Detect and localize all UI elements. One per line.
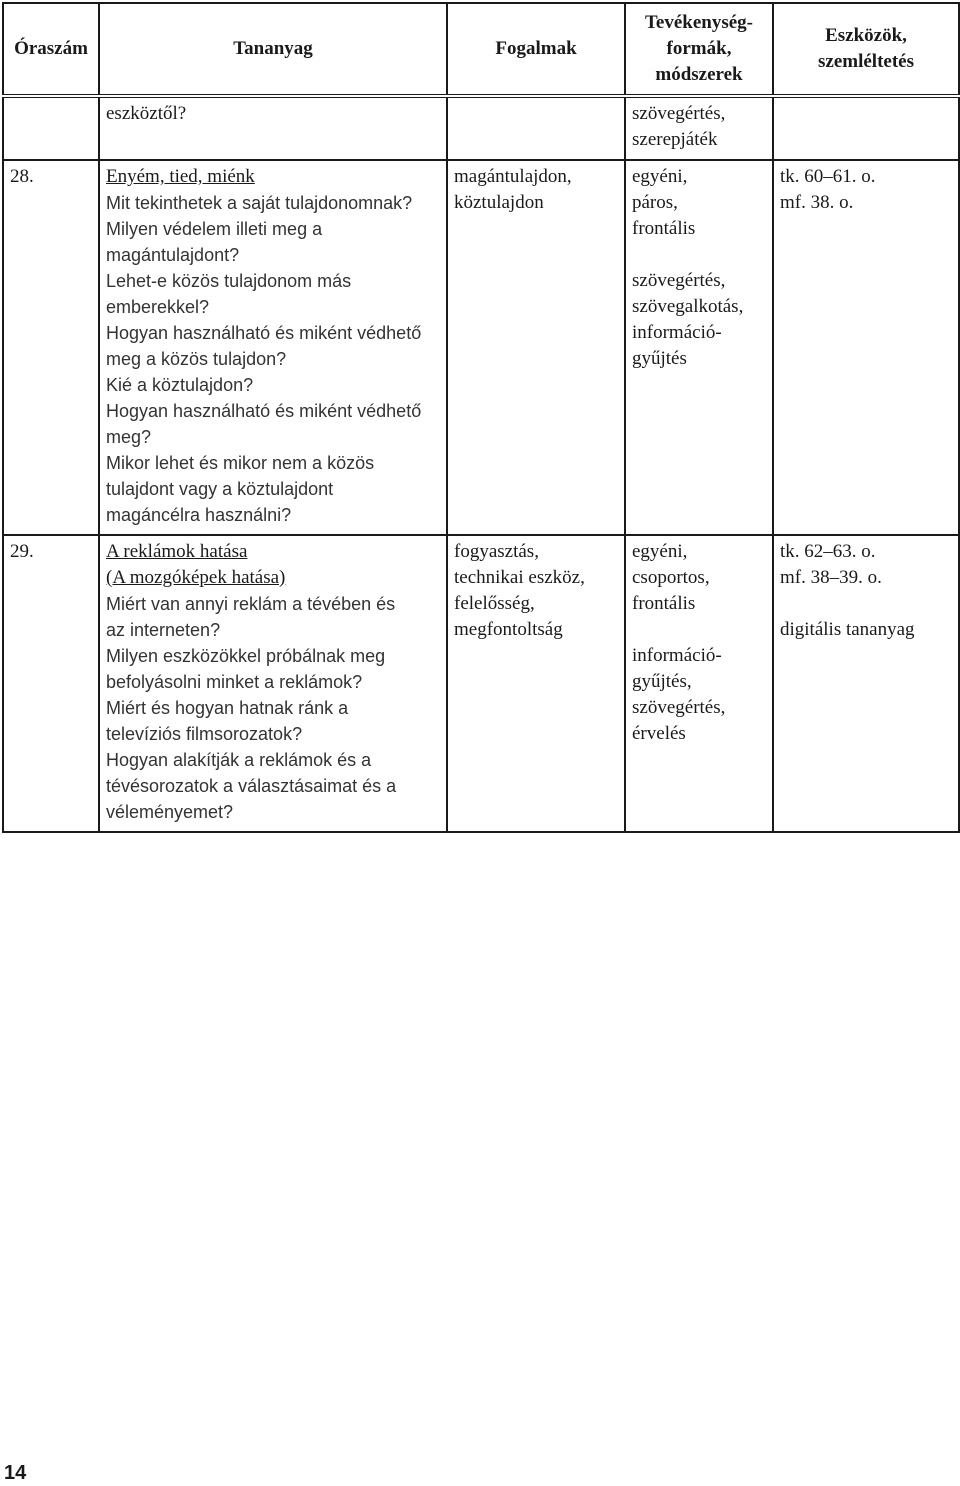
tananyag-line: meg a közös tulajdon? bbox=[106, 349, 287, 369]
header-eszkozok-line: Eszközök, bbox=[825, 25, 907, 46]
table-row bbox=[3, 535, 959, 832]
fogalmak-line: köztulajdon bbox=[454, 192, 544, 213]
eszkozok-line: mf. 38. o. bbox=[780, 192, 854, 213]
tevekenyseg-line: szövegalkotás, bbox=[632, 296, 744, 317]
eszkozok-line: tk. 60–61. o. bbox=[780, 166, 876, 187]
lesson-title: A reklámok hatása bbox=[106, 541, 248, 562]
lesson-title: Enyém, tied, miénk bbox=[106, 166, 255, 187]
tananyag-line: Milyen eszközökkel próbálnak meg bbox=[106, 646, 386, 666]
table-row bbox=[3, 96, 959, 160]
tevekenyseg-line: érvelés bbox=[632, 723, 686, 744]
tananyag-line: az interneten? bbox=[106, 620, 221, 640]
tevekenyseg-cell bbox=[625, 535, 773, 832]
row-number: 29. bbox=[3, 535, 99, 832]
header-tevekenyseg-line: Tevékenység- bbox=[644, 12, 754, 33]
spacer bbox=[780, 591, 952, 617]
spacer bbox=[632, 242, 766, 268]
tananyag-line: tulajdont vagy a köztulajdont bbox=[106, 479, 334, 499]
tananyag-line: Hogyan használható és miként védhető bbox=[106, 323, 422, 343]
fogalmak-line: fogyasztás, bbox=[454, 541, 539, 562]
fogalmak-cell bbox=[447, 96, 625, 160]
fogalmak-line: magántulajdon, bbox=[454, 166, 572, 187]
tananyag-line: eszköztől? bbox=[106, 103, 187, 124]
tananyag-line: Miért van annyi reklám a tévében és bbox=[106, 594, 396, 614]
tananyag-line: magántulajdont? bbox=[106, 245, 240, 265]
eszkozok-cell bbox=[773, 96, 959, 160]
tevekenyseg-line: információ- bbox=[632, 322, 722, 343]
tevekenyseg-line: páros, bbox=[632, 192, 678, 213]
tevekenyseg-line: frontális bbox=[632, 593, 696, 614]
fogalmak-cell bbox=[447, 535, 625, 832]
fogalmak-line: technikai eszköz, bbox=[454, 567, 585, 588]
tananyag-line: Hogyan alakítják a reklámok és a bbox=[106, 750, 372, 770]
tananyag-line: Lehet-e közös tulajdonom más bbox=[106, 271, 352, 291]
tananyag-cell bbox=[99, 96, 447, 160]
tananyag-line: televíziós filmsorozatok? bbox=[106, 724, 303, 744]
tananyag-line: tévésorozatok a választásaimat és a bbox=[106, 776, 397, 796]
tananyag-line: Miért és hogyan hatnak ránk a bbox=[106, 698, 349, 718]
tananyag-line: Milyen védelem illeti meg a bbox=[106, 219, 323, 239]
tevekenyseg-cell bbox=[625, 96, 773, 160]
header-fogalmak: Fogalmak bbox=[447, 3, 625, 96]
tevekenyseg-line: szövegértés, bbox=[632, 103, 726, 124]
spacer bbox=[632, 617, 766, 643]
row-number: 28. bbox=[3, 160, 99, 535]
header-tananyag: Tananyag bbox=[99, 3, 447, 96]
tevekenyseg-line: gyűjtés, bbox=[632, 671, 692, 692]
tevekenyseg-line: információ- bbox=[632, 645, 722, 666]
tananyag-line: magáncélra használni? bbox=[106, 505, 292, 525]
fogalmak-line: felelősség, bbox=[454, 593, 535, 614]
tananyag-line: meg? bbox=[106, 427, 152, 447]
tevekenyseg-line: szövegértés, bbox=[632, 697, 726, 718]
header-row bbox=[3, 3, 959, 96]
tananyag-line: véleményemet? bbox=[106, 802, 234, 822]
tevekenyseg-cell bbox=[625, 160, 773, 535]
tananyag-line: Hogyan használható és miként védhető bbox=[106, 401, 422, 421]
eszkozok-cell bbox=[773, 535, 959, 832]
tananyag-cell bbox=[99, 535, 447, 832]
eszkozok-line: digitális tananyag bbox=[780, 619, 915, 640]
tevekenyseg-line: frontális bbox=[632, 218, 696, 239]
fogalmak-cell bbox=[447, 160, 625, 535]
fogalmak-line: megfontoltság bbox=[454, 619, 563, 640]
eszkozok-line: tk. 62–63. o. bbox=[780, 541, 876, 562]
page-number: 14 bbox=[4, 1462, 27, 1484]
lesson-subtitle: (A mozgóképek hatása) bbox=[106, 567, 286, 588]
tevekenyseg-line: csoportos, bbox=[632, 567, 710, 588]
tananyag-line: emberekkel? bbox=[106, 297, 210, 317]
header-tevekenyseg-line: formák, bbox=[666, 38, 732, 59]
tananyag-line: befolyásolni minket a reklámok? bbox=[106, 672, 363, 692]
tevekenyseg-line: gyűjtés bbox=[632, 348, 687, 369]
tananyag-cell bbox=[99, 160, 447, 535]
eszkozok-cell bbox=[773, 160, 959, 535]
header-tevekenyseg-line: módszerek bbox=[655, 64, 743, 85]
tevekenyseg-line: egyéni, bbox=[632, 166, 688, 187]
tevekenyseg-line: szerepjáték bbox=[632, 129, 718, 150]
row-number bbox=[3, 96, 99, 160]
lesson-plan-table bbox=[2, 2, 960, 833]
header-eszkozok-line: szemléltetés bbox=[818, 51, 914, 72]
tananyag-line: Kié a köztulajdon? bbox=[106, 375, 254, 395]
tevekenyseg-line: egyéni, bbox=[632, 541, 688, 562]
tevekenyseg-line: szövegértés, bbox=[632, 270, 726, 291]
header-tevekenyseg bbox=[625, 3, 773, 96]
table-row bbox=[3, 160, 959, 535]
header-eszkozok bbox=[773, 3, 959, 96]
tananyag-line: Mit tekinthetek a saját tulajdonomnak? bbox=[106, 193, 413, 213]
header-oraszam: Óraszám bbox=[3, 3, 99, 96]
tananyag-line: Mikor lehet és mikor nem a közös bbox=[106, 453, 375, 473]
eszkozok-line: mf. 38–39. o. bbox=[780, 567, 882, 588]
